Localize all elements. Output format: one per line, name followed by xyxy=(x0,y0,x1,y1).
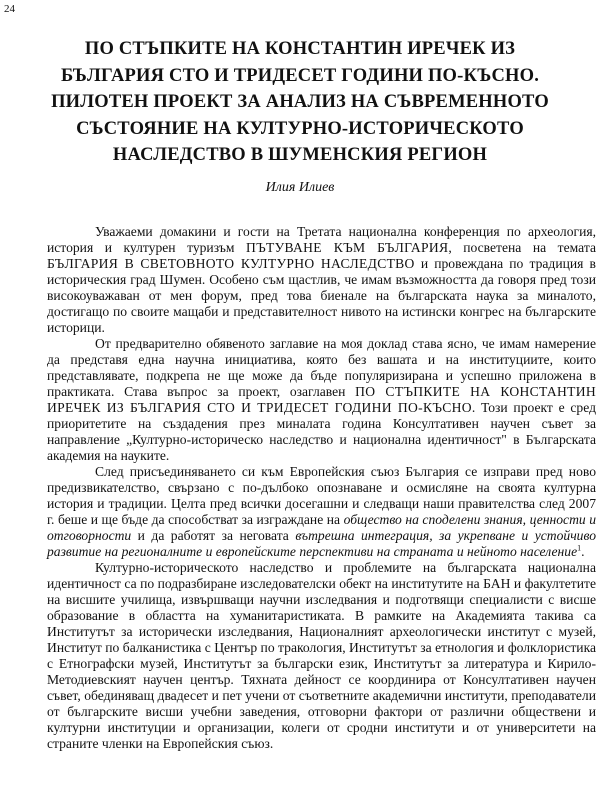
paragraph xyxy=(47,464,596,560)
title-line: ПО СТЪПКИТЕ НА КОНСТАНТИН ИРЕЧЕК ИЗ xyxy=(84,39,516,59)
text: Културно-историческото наследство и проблемите на българската национална идентичност са по подразбиране изследователски обект на институтите на БАН и факултетите на висшите училища, извършващи научни изследвания и подготвящи специалисти с висше образование в областта на хуманитаристиката. В рамките на Академията такива са Институтът за исторически изследвания, Националният археологически институт с музей, Институт по балканистика с Център по тракология, Институтът за етнология и фолклористика с Етнографски музей, Институтът за български език, Институтът за литература и Кирило-Методиевският научен център. Тяхната дейност се координира от Консултативен научен съвет, обединяващ двадесет и пет учени от съответните академични институти, преподаватели от българските висши учебни заведения, отговорни фактори от различни обществени и културни институции и организации, колеги от сродни институти и от университети на страните членки на Европейския съюз. xyxy=(47,560,596,751)
text: и да работят за неговата xyxy=(131,528,296,543)
title-line: ПИЛОТЕН ПРОЕКТ ЗА АНАЛИЗ НА СЪВРЕМЕННОТО xyxy=(51,92,549,112)
title-line: НАСЛЕДСТВО В ШУМЕНСКИЯ РЕГИОН xyxy=(112,145,488,165)
caps-text: ПЪТУВАНЕ КЪМ БЪЛГАРИЯ xyxy=(246,240,449,255)
title-line: СЪСТОЯНИЕ НА КУЛТУРНО-ИСТОРИЧЕСКОТО xyxy=(76,118,524,139)
article-body xyxy=(47,224,596,752)
paragraph xyxy=(47,560,596,752)
text: , посветена на темата xyxy=(448,240,596,255)
italic-text: вътрешна интеграция, за укрепване и устойчиво развитие на регионалните и европейските перспективи на страната и нейното население xyxy=(47,528,596,559)
caps-text: ПО СТЪПКИТЕ НА КОНСТАНТИН ИРЕЧЕК ИЗ БЪЛГАРИЯ СТО И ТРИДЕСЕТ ГОДИНИ ПО-КЪСНО xyxy=(47,384,596,415)
text: и провеждана по традиция в историческия град Шумен. Особено съм щастлив, че имам възможността да говоря пред този високоуважаван от мен форум, пред това биенале на българската наука за миналото, достигащо по своите мащаби и представителност нивото на истински конгрес на българските историци. xyxy=(47,256,596,335)
text: Уважаеми домакини и гости на Третата национална конференция по археология, история и културен туризъм xyxy=(47,224,596,255)
text: От предварително обявеното заглавие на моя доклад става ясно, че имам намерение да представя една научна инициатива, която без вашата и на институциите, които представлявате, подкрепа не ще може да бъде популяризирана и успешно приложена в практиката. Става въпрос за проект, озаглавен xyxy=(47,336,596,399)
caps-text: БЪЛГАРИЯ В СВЕТОВНОТО КУЛТУРНО НАСЛЕДСТВО xyxy=(47,256,415,271)
italic-text: общество на споделени знания, ценности и отговорности xyxy=(47,512,596,543)
title-line: БЪЛГАРИЯ СТО И ТРИДЕСЕТ ГОДИНИ ПО-КЪСНО. xyxy=(60,65,540,86)
text: След присъединяването си към Европейския съюз България се изправи пред ново предизвикателство, свързано с по-дълбоко опознаване и осмисляне на своята културна история и традиции. Целта пред всички досегашни и следващи наши правителства след 2007 г. беше и ще бъде да способстват за изграждане на xyxy=(47,464,596,527)
paragraph xyxy=(47,336,596,464)
page-number: 24 xyxy=(4,3,15,15)
article-title xyxy=(20,36,580,169)
footnote-marker[interactable]: 1 xyxy=(577,543,582,553)
text: . Този проект е сред приоритетите на създадения през миналата година Консултативен научен съвет за направление „Културно-историческо наследство и национална идентичност" в Българската академия на науките. xyxy=(47,400,596,463)
author-name: Илия Илиев xyxy=(265,180,335,195)
paragraph xyxy=(47,224,596,336)
text: . xyxy=(581,544,585,559)
